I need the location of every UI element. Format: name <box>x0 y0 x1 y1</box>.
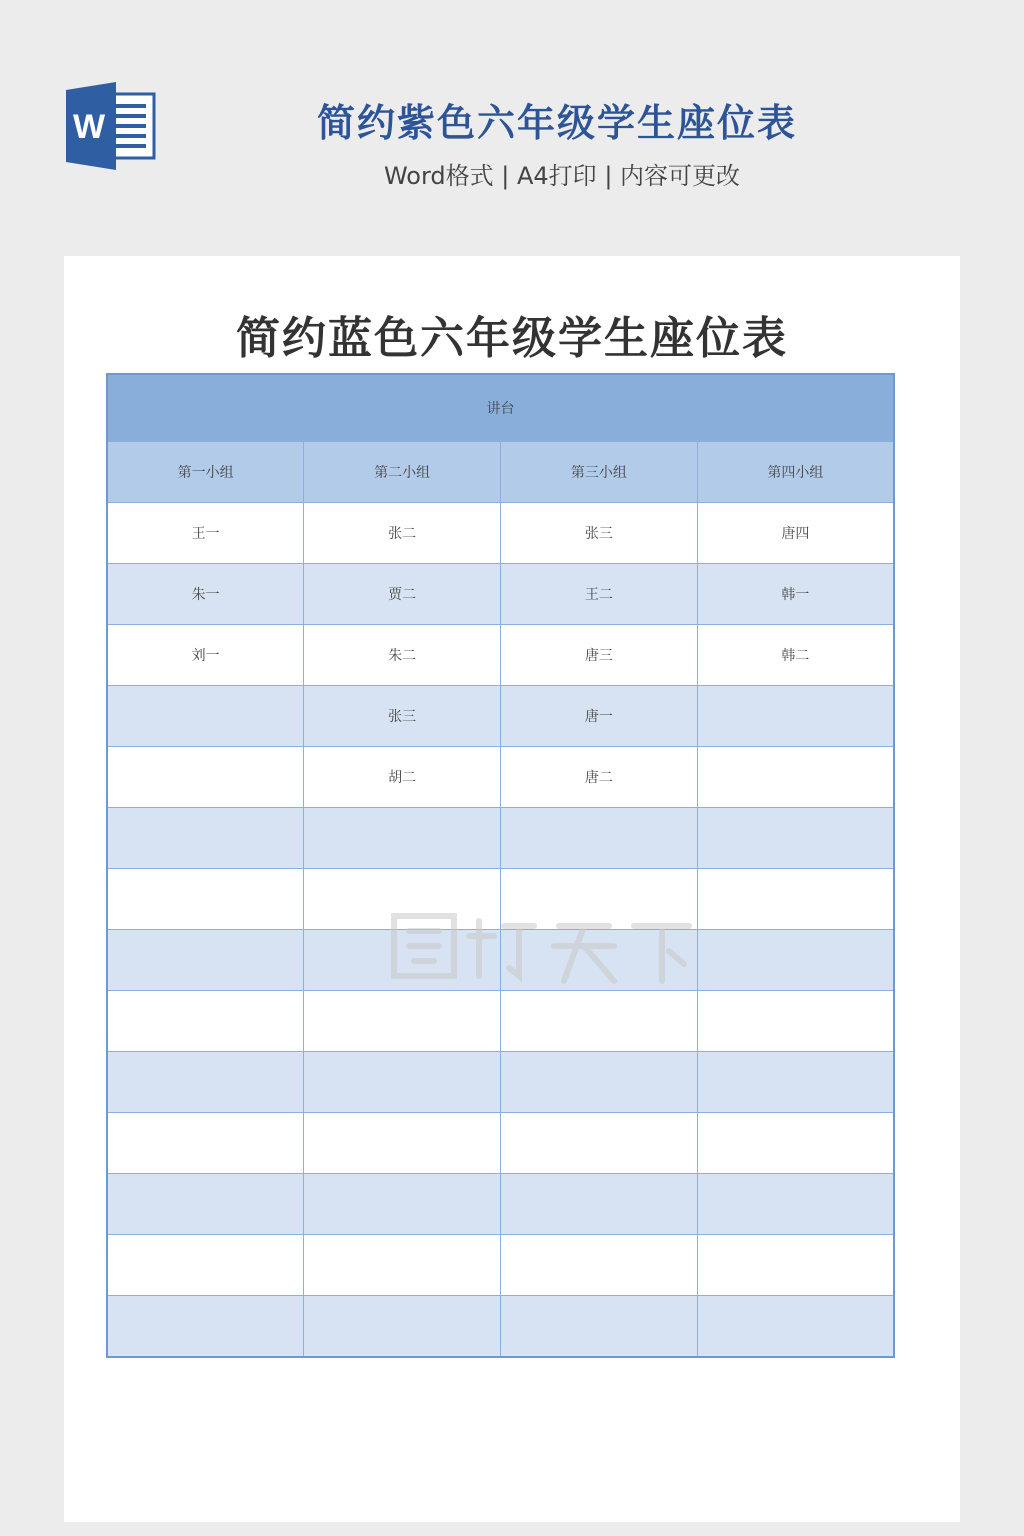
seat-cell[interactable]: 唐一 <box>501 686 698 747</box>
seat-cell[interactable] <box>304 930 501 991</box>
seat-cell[interactable] <box>697 747 894 808</box>
seat-cell[interactable] <box>107 686 304 747</box>
seat-cell[interactable] <box>697 1174 894 1235</box>
seat-cell[interactable] <box>501 1052 698 1113</box>
seat-cell[interactable] <box>304 1113 501 1174</box>
seat-rows <box>107 503 894 1358</box>
seat-cell[interactable] <box>107 1174 304 1235</box>
seat-cell[interactable] <box>501 930 698 991</box>
seat-cell[interactable] <box>697 991 894 1052</box>
seat-cell[interactable]: 刘一 <box>107 625 304 686</box>
seat-cell[interactable] <box>501 1174 698 1235</box>
banner-subtitle: Word格式 | A4打印 | 内容可更改 <box>383 162 741 190</box>
seat-row <box>107 930 894 991</box>
seat-cell[interactable] <box>304 808 501 869</box>
seat-cell[interactable]: 韩一 <box>697 564 894 625</box>
seat-cell[interactable] <box>107 1113 304 1174</box>
document-title: 简约蓝色六年级学生座位表 <box>236 313 788 364</box>
group-header: 第二小组 <box>304 442 501 503</box>
seat-cell[interactable] <box>304 1174 501 1235</box>
seat-row <box>107 1296 894 1358</box>
seat-cell[interactable] <box>107 930 304 991</box>
seat-cell[interactable]: 贾二 <box>304 564 501 625</box>
group-header: 第三小组 <box>501 442 698 503</box>
seat-cell[interactable] <box>501 1235 698 1296</box>
seat-row <box>107 991 894 1052</box>
banner-title: 简约紫色六年级学生座位表 <box>316 101 797 145</box>
seat-cell[interactable]: 张二 <box>304 503 501 564</box>
seat-cell[interactable] <box>501 1296 698 1358</box>
seat-row <box>107 625 894 686</box>
seat-cell[interactable]: 唐四 <box>697 503 894 564</box>
seat-row <box>107 1052 894 1113</box>
seat-row <box>107 564 894 625</box>
seat-cell[interactable]: 张三 <box>304 686 501 747</box>
seat-row <box>107 1174 894 1235</box>
seat-row <box>107 747 894 808</box>
seat-row <box>107 503 894 564</box>
seat-cell[interactable] <box>697 808 894 869</box>
seat-cell[interactable]: 唐二 <box>501 747 698 808</box>
seat-row <box>107 686 894 747</box>
seat-cell[interactable] <box>697 1296 894 1358</box>
seat-cell[interactable] <box>501 869 698 930</box>
document-page <box>64 256 960 1522</box>
seat-cell[interactable]: 朱一 <box>107 564 304 625</box>
seat-cell[interactable] <box>304 869 501 930</box>
seat-cell[interactable] <box>697 869 894 930</box>
seat-cell[interactable] <box>697 1052 894 1113</box>
seat-cell[interactable] <box>304 1235 501 1296</box>
word-icon-letter: W <box>72 108 106 146</box>
seat-cell[interactable] <box>697 686 894 747</box>
podium-cell: 讲台 <box>107 374 894 442</box>
group-header: 第一小组 <box>107 442 304 503</box>
seat-cell[interactable] <box>107 1296 304 1358</box>
seat-cell[interactable] <box>501 808 698 869</box>
seat-cell[interactable] <box>107 869 304 930</box>
seat-cell[interactable]: 韩二 <box>697 625 894 686</box>
seat-cell[interactable]: 唐三 <box>501 625 698 686</box>
seat-cell[interactable] <box>697 1113 894 1174</box>
seat-cell[interactable] <box>107 991 304 1052</box>
seat-row <box>107 869 894 930</box>
seat-cell[interactable]: 王一 <box>107 503 304 564</box>
seat-cell[interactable] <box>304 991 501 1052</box>
seat-row <box>107 1113 894 1174</box>
seat-cell[interactable]: 胡二 <box>304 747 501 808</box>
seat-cell[interactable] <box>304 1296 501 1358</box>
seat-cell[interactable] <box>107 1235 304 1296</box>
seat-row <box>107 808 894 869</box>
seat-table <box>106 373 895 1358</box>
group-header: 第四小组 <box>697 442 894 503</box>
group-header-row <box>107 442 894 503</box>
seat-cell[interactable] <box>107 808 304 869</box>
seat-cell[interactable] <box>697 1235 894 1296</box>
podium-row <box>107 374 894 442</box>
seat-cell[interactable]: 张三 <box>501 503 698 564</box>
seat-cell[interactable] <box>304 1052 501 1113</box>
seat-cell[interactable] <box>501 991 698 1052</box>
seat-cell[interactable] <box>107 1052 304 1113</box>
seat-cell[interactable] <box>107 747 304 808</box>
seat-row <box>107 1235 894 1296</box>
seat-cell[interactable] <box>501 1113 698 1174</box>
seat-cell[interactable]: 王二 <box>501 564 698 625</box>
seat-cell[interactable]: 朱二 <box>304 625 501 686</box>
seat-cell[interactable] <box>697 930 894 991</box>
